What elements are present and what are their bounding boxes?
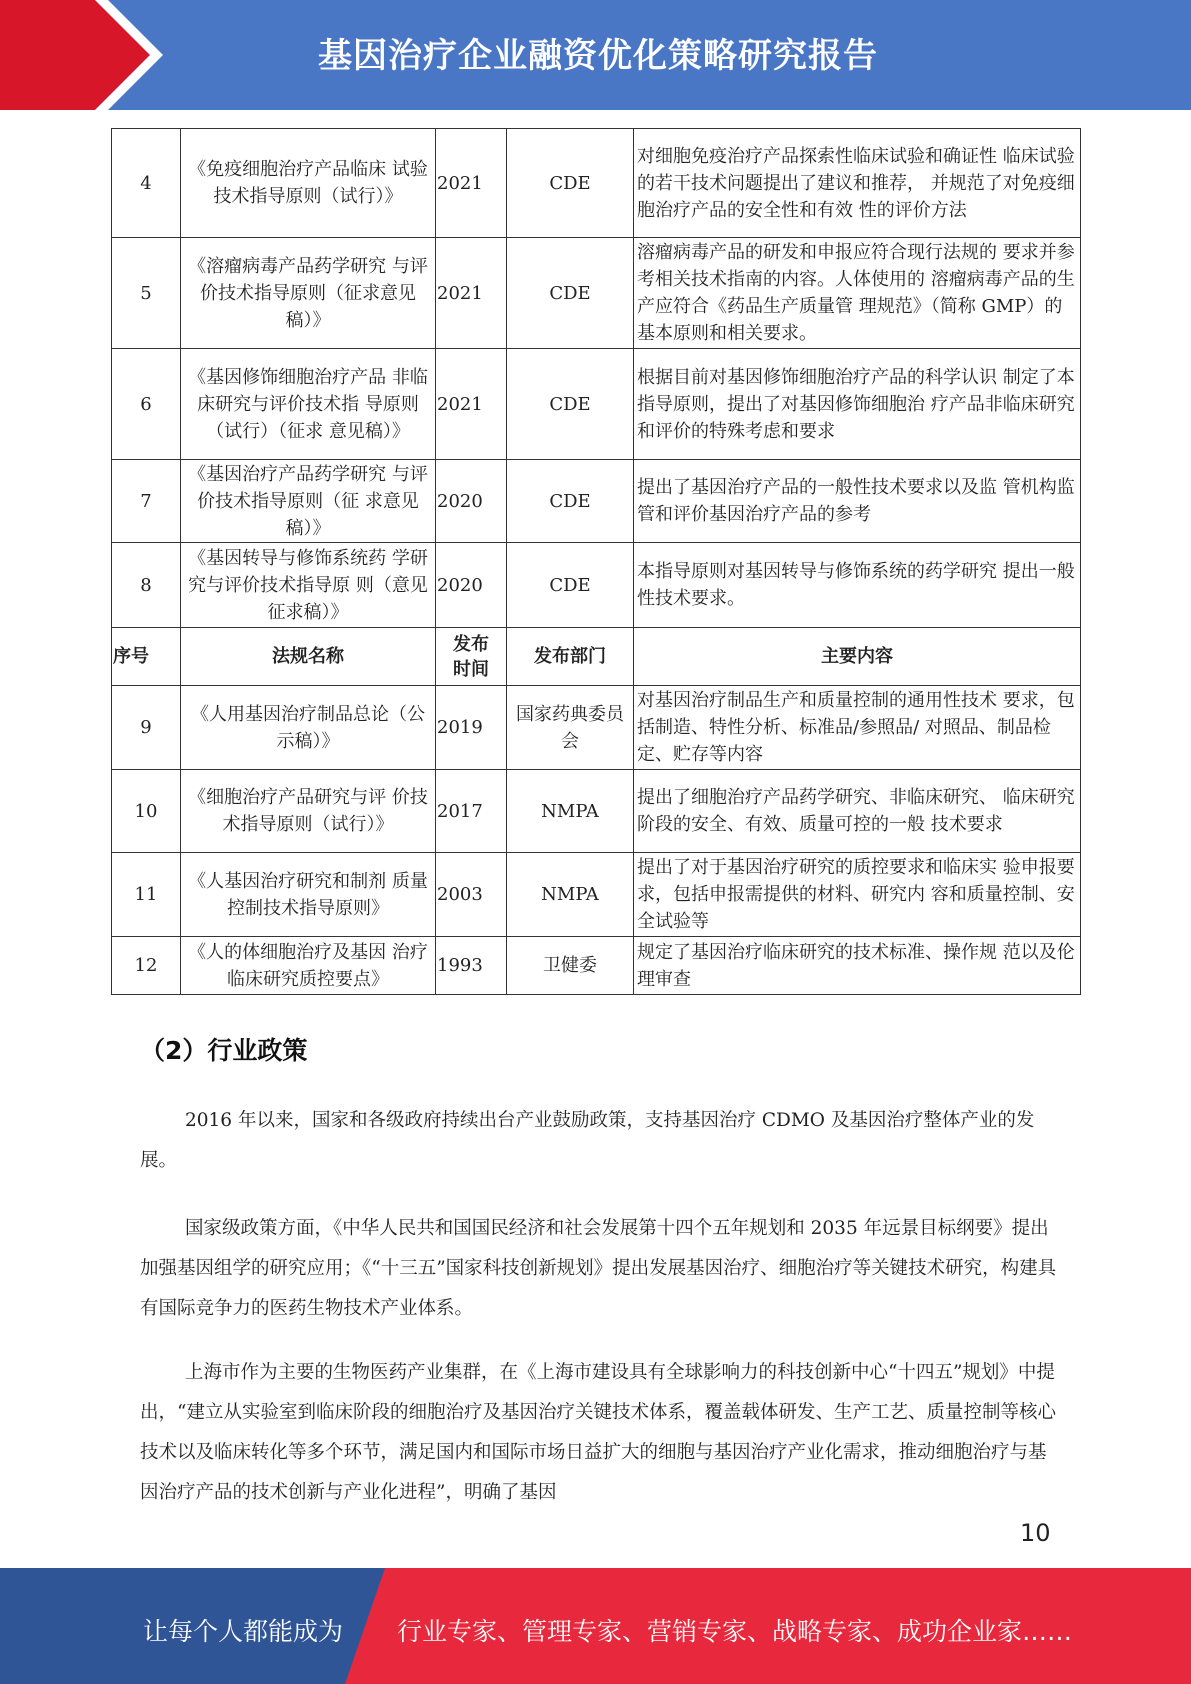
column-header-year: 发布 时间 xyxy=(436,628,507,686)
table-row xyxy=(112,129,1081,238)
section-heading: （2）行业政策 xyxy=(140,1036,308,1065)
paragraph: 上海市作为主要的生物医药产业集群，在《上海市建设具有全球影响力的科技创新中心“十四五”规划》中提出，“建立从实验室到临床阶段的细胞治疗及基因治疗关键技术体系，覆盖载体研发、生产工艺、质量控制等核心技术以及临床转化等多个环节，满足国内和国际市场日益扩大的细胞与基因治疗产业化需求，推动细胞治疗与基因治疗产品的技术创新与产业化进程”，明确了基因 xyxy=(140,1362,1056,1503)
publish-year: 2020 xyxy=(436,460,507,543)
main-content: 对基因治疗制品生产和质量控制的通用性技术 要求，包括制造、特性分析、标准品/参照品/ 对照品、制品检定、贮存等内容 xyxy=(634,686,1081,770)
page-header xyxy=(0,0,1191,110)
publish-department: CDE xyxy=(507,349,634,460)
publish-department: 国家药典委员会 xyxy=(507,686,634,770)
row-number: 5 xyxy=(112,238,181,349)
main-content: 根据目前对基因修饰细胞治疗产品的科学认识 制定了本指导原则，提出了对基因修饰细胞治 疗产品非临床研究和评价的特殊考虑和要求 xyxy=(634,349,1081,460)
table-row xyxy=(112,937,1081,995)
publish-year: 2019 xyxy=(436,686,507,770)
row-number: 11 xyxy=(112,853,181,937)
table-row xyxy=(112,853,1081,937)
row-number: 9 xyxy=(112,686,181,770)
report-title: 基因治疗企业融资优化策略研究报告 xyxy=(318,36,878,76)
row-number: 7 xyxy=(112,460,181,543)
column-header-name: 法规名称 xyxy=(181,628,436,686)
publish-department: CDE xyxy=(507,460,634,543)
regulation-name: 《免疫细胞治疗产品临床 试验技术指导原则（试行）》 xyxy=(181,129,436,238)
publish-department: CDE xyxy=(507,543,634,628)
publish-year: 1993 xyxy=(436,937,507,995)
footer-slogan-right: 行业专家、管理专家、营销专家、战略专家、成功企业家…… xyxy=(397,1617,1073,1646)
row-number: 10 xyxy=(112,770,181,853)
main-content: 规定了基因治疗临床研究的技术标准、操作规 范以及伦理审查 xyxy=(634,937,1081,995)
row-number: 4 xyxy=(112,129,181,238)
table-row xyxy=(112,543,1081,628)
regulation-name: 《基因修饰细胞治疗产品 非临床研究与评价技术指 导原则（试行）（征求 意见稿）》 xyxy=(181,349,436,460)
publish-department: CDE xyxy=(507,238,634,349)
main-content: 提出了对于基因治疗研究的质控要求和临床实 验申报要求，包括申报需提供的材料、研究内 容和质量控制、安全试验等 xyxy=(634,853,1081,937)
regulation-name: 《基因治疗产品药学研究 与评价技术指导原则（征 求意见稿）》 xyxy=(181,460,436,543)
publish-year: 2021 xyxy=(436,238,507,349)
main-content: 本指导原则对基因转导与修饰系统的药学研究 提出一般性技术要求。 xyxy=(634,543,1081,628)
publish-department: NMPA xyxy=(507,853,634,937)
column-header-number: 序号 xyxy=(112,628,181,686)
publish-department: NMPA xyxy=(507,770,634,853)
main-content: 提出了基因治疗产品的一般性技术要求以及监 管机构监管和评价基因治疗产品的参考 xyxy=(634,460,1081,543)
table-row xyxy=(112,238,1081,349)
column-header-content: 主要内容 xyxy=(634,628,1081,686)
regulation-name: 《人的体细胞治疗及基因 治疗临床研究质控要点》 xyxy=(181,937,436,995)
publish-department: CDE xyxy=(507,129,634,238)
table-row xyxy=(112,349,1081,460)
row-number: 12 xyxy=(112,937,181,995)
column-header-department: 发布部门 xyxy=(507,628,634,686)
paragraph: 2016 年以来，国家和各级政府持续出台产业鼓励政策，支持基因治疗 CDMO 及基因治疗整体产业的发展。 xyxy=(140,1110,1035,1171)
main-content: 溶瘤病毒产品的研发和申报应符合现行法规的 要求并参考相关技术指南的内容。人体使用的 溶瘤病毒产品的生产应符合《药品生产质量管 理规范》（简称 GMP）的基本原则和相关要求。 xyxy=(634,238,1081,349)
page-number: 10 xyxy=(1020,1519,1051,1547)
publish-department: 卫健委 xyxy=(507,937,634,995)
regulation-name: 《基因转导与修饰系统药 学研究与评价技术指导原 则（意见征求稿）》 xyxy=(181,543,436,628)
table-row xyxy=(112,460,1081,543)
footer-slogan-left: 让每个人都能成为 xyxy=(143,1617,344,1646)
regulations-table xyxy=(111,128,1081,995)
main-content: 对细胞免疫治疗产品探索性临床试验和确证性 临床试验的若干技术问题提出了建议和推荐， 并规范了对免疫细胞治疗产品的安全性和有效 性的评价方法 xyxy=(634,129,1081,238)
publish-year: 2020 xyxy=(436,543,507,628)
regulation-name: 《溶瘤病毒产品药学研究 与评价技术指导原则（征求意见稿）》 xyxy=(181,238,436,349)
table-row xyxy=(112,770,1081,853)
row-number: 6 xyxy=(112,349,181,460)
publish-year: 2017 xyxy=(436,770,507,853)
publish-year: 2003 xyxy=(436,853,507,937)
publish-year: 2021 xyxy=(436,129,507,238)
table-header-row xyxy=(112,628,1081,686)
page-footer xyxy=(0,1568,1191,1684)
table-row xyxy=(112,686,1081,770)
regulation-name: 《人用基因治疗制品总论（公示稿）》 xyxy=(181,686,436,770)
row-number: 8 xyxy=(112,543,181,628)
publish-year: 2021 xyxy=(436,349,507,460)
regulation-name: 《人基因治疗研究和制剂 质量控制技术指导原则》 xyxy=(181,853,436,937)
main-content: 提出了细胞治疗产品药学研究、非临床研究、 临床研究阶段的安全、有效、质量可控的一般 技术要求 xyxy=(634,770,1081,853)
regulation-name: 《细胞治疗产品研究与评 价技术指导原则（试行）》 xyxy=(181,770,436,853)
paragraph: 国家级政策方面，《中华人民共和国国民经济和社会发展第十四个五年规划和 2035 年远景目标纲要》提出加强基因组学的研究应用；《“十三五”国家科技创新规划》提出发展基因治疗、细胞治疗等关键技术研究，构建具有国际竞争力的医药生物技术产业体系。 xyxy=(140,1218,1057,1319)
